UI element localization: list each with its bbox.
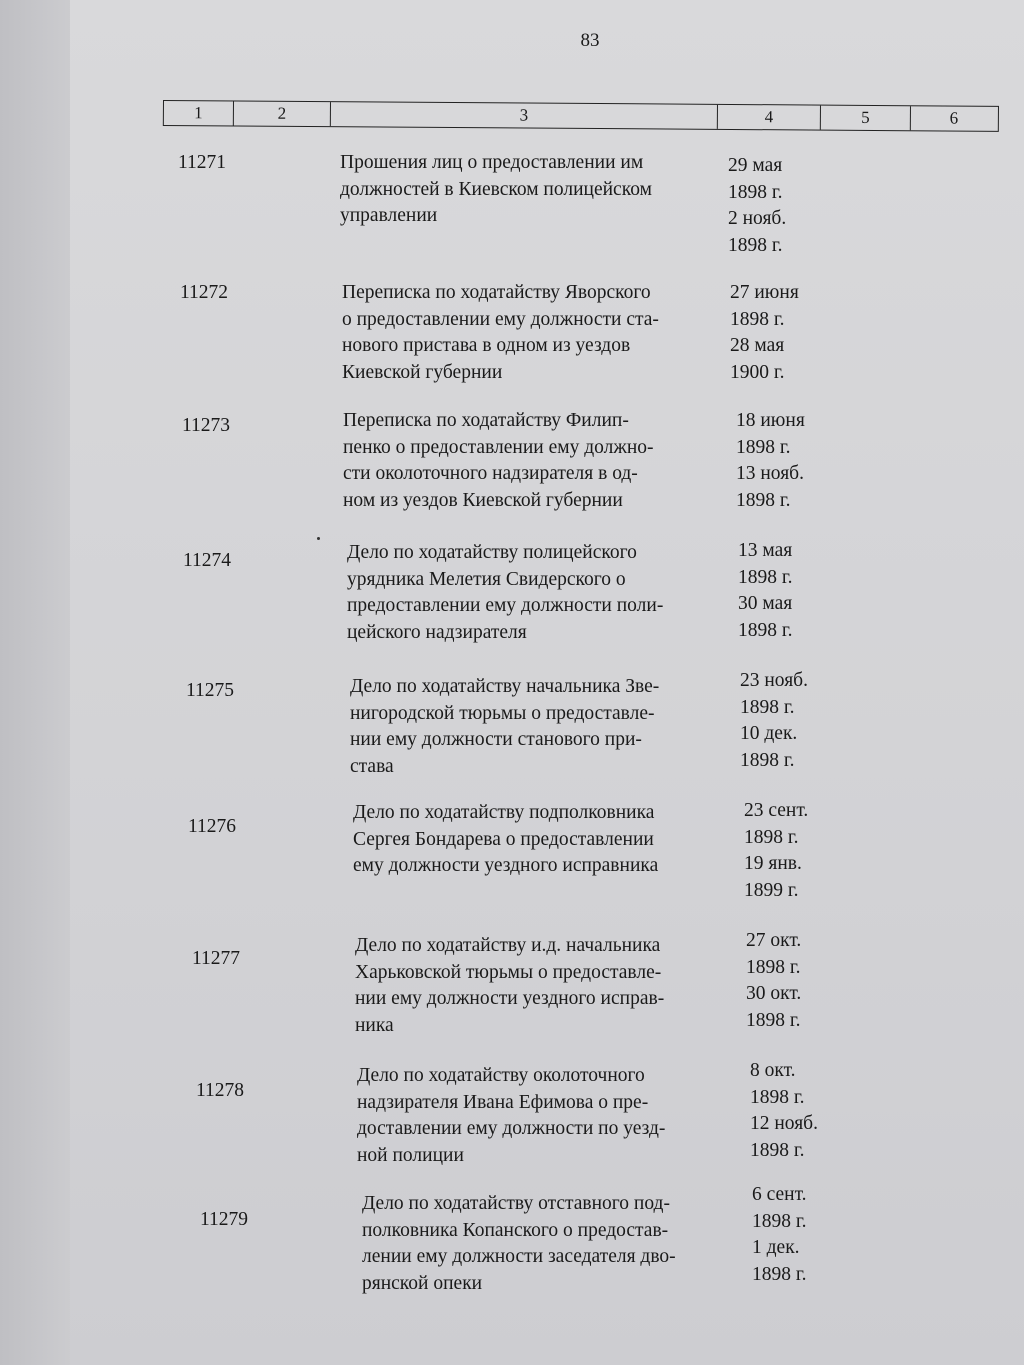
record-title [362,1191,734,1297]
date-line: 8 окт. [750,1060,796,1081]
title-line: надзирателя Ивана Ефимова о пре- [357,1091,649,1113]
date-line: 1898 г. [744,826,799,848]
record-number: 11278 [196,1080,245,1101]
header-col-2: 2 [234,101,331,126]
date-line: 23 сент. [744,800,809,821]
record-title [353,800,725,880]
title-line: става [350,755,394,777]
title-line: Дело по ходатайству околоточного [357,1065,645,1086]
date-line: 13 мая [738,540,793,561]
title-line: ном из уездов Киевской губернии [343,489,623,511]
date-line: 1898 г. [736,436,791,458]
record-dates [728,153,828,259]
title-line: Дело по ходатайству отставного под- [362,1193,670,1214]
header-col-4: 4 [718,105,821,130]
record-number: 11272 [180,282,229,303]
date-line: 27 июня [730,282,799,303]
date-line: 18 июня [736,410,805,431]
title-line: нии ему должности станового при- [350,729,642,750]
title-line: управлении [340,205,438,226]
title-line: цейского надзирателя [347,621,527,643]
title-line: ему должности уездного исправника [353,855,659,876]
record-title [350,674,722,780]
date-line: 1898 г. [728,234,783,256]
date-line: 1 дек. [752,1237,800,1258]
record-dates [746,928,846,1034]
title-line: Дело по ходатайству полицейского [347,542,637,563]
record-number: 11277 [192,948,241,969]
title-line: Дело по ходатайству подполковника [353,802,655,823]
title-line: Переписка по ходатайству Филип- [343,410,629,431]
title-line: должностей в Киевском полицейском [340,178,652,200]
date-line: 13 нояб. [736,463,804,484]
date-line: 1898 г. [738,619,793,641]
record-number: 11279 [200,1209,249,1230]
title-line: пенко о предоставлении ему должно- [343,436,654,458]
date-line: 1898 г. [738,566,793,588]
title-line: Прошения лиц о предоставлении им [340,152,644,173]
title-line: нии ему должности уездного исправ- [355,988,665,1009]
date-line: 1898 г. [746,1009,801,1031]
date-line: 1898 г. [752,1210,807,1232]
date-line: 6 сент. [752,1184,807,1205]
date-line: 29 мая [728,155,783,176]
header-col-1: 1 [164,101,234,125]
title-line: нового пристава в одном из уездов [342,335,631,356]
title-line: лении ему должности заседателя дво- [362,1246,676,1267]
record-dates [730,280,830,386]
record-dates [740,668,840,774]
record-dates [752,1182,852,1288]
record-title [342,280,714,386]
record-number: 11276 [188,816,237,837]
date-line: 12 нояб. [750,1113,818,1134]
title-line: сти околоточного надзирателя в од- [343,463,638,484]
date-line: 1898 г. [750,1139,805,1161]
record-title [347,540,719,646]
title-line: доставлении ему должности по уезд- [357,1118,666,1139]
date-line: 1900 г. [730,361,785,383]
page-number: 83 [580,30,600,51]
record-dates [738,538,838,644]
date-line: 2 нояб. [728,208,787,229]
record-title [355,933,727,1039]
date-line: 1898 г. [746,956,801,978]
record-number: 11273 [182,415,231,436]
ink-dot [317,537,320,540]
record-number: 11275 [186,680,235,701]
title-line: Дело по ходатайству начальника Зве- [350,676,660,697]
record-dates [750,1058,850,1164]
title-line: нигородской тюрьмы о предоставле- [350,702,655,724]
record-title [340,150,712,230]
title-line: рянской опеки [362,1272,483,1294]
date-line: 1898 г. [728,181,783,203]
title-line: ной полиции [357,1144,464,1166]
date-line: 1898 г. [740,749,795,771]
date-line: 23 нояб. [740,670,808,691]
title-line: Киевской губернии [342,361,503,383]
date-line: 28 мая [730,335,785,356]
date-line: 1899 г. [744,879,799,901]
title-line: полковника Копанского о предостав- [362,1219,669,1241]
record-number: 11271 [178,152,227,173]
date-line: 30 окт. [746,983,802,1004]
date-line: 1898 г. [736,489,791,511]
title-line: о предоставлении ему должности ста- [342,308,659,330]
date-line: 27 окт. [746,930,802,951]
title-line: урядника Мелетия Свидерского о [347,568,626,590]
date-line: 1898 г. [752,1263,807,1285]
header-col-6: 6 [949,108,959,128]
header-col-3: 3 [331,102,718,129]
record-dates [744,798,844,904]
date-line: 1898 г. [740,696,795,718]
title-line: ника [355,1014,394,1036]
date-line: 10 дек. [740,723,798,744]
header-col-5: 5 [821,106,911,131]
title-line: Переписка по ходатайству Яворского [342,282,651,303]
record-title [343,408,715,514]
record-number: 11274 [183,550,232,571]
title-line: предоставлении ему должности поли- [347,595,664,616]
record-title [357,1063,729,1169]
date-line: 1898 г. [750,1086,805,1108]
title-line: Дело по ходатайству и.д. начальника [355,935,661,956]
date-line: 19 янв. [744,853,802,874]
date-line: 1898 г. [730,308,785,330]
date-line: 30 мая [738,593,793,614]
title-line: Сергея Бондарева о предоставлении [353,828,654,850]
record-dates [736,408,836,514]
title-line: Харьковской тюрьмы о предоставле- [355,961,662,983]
